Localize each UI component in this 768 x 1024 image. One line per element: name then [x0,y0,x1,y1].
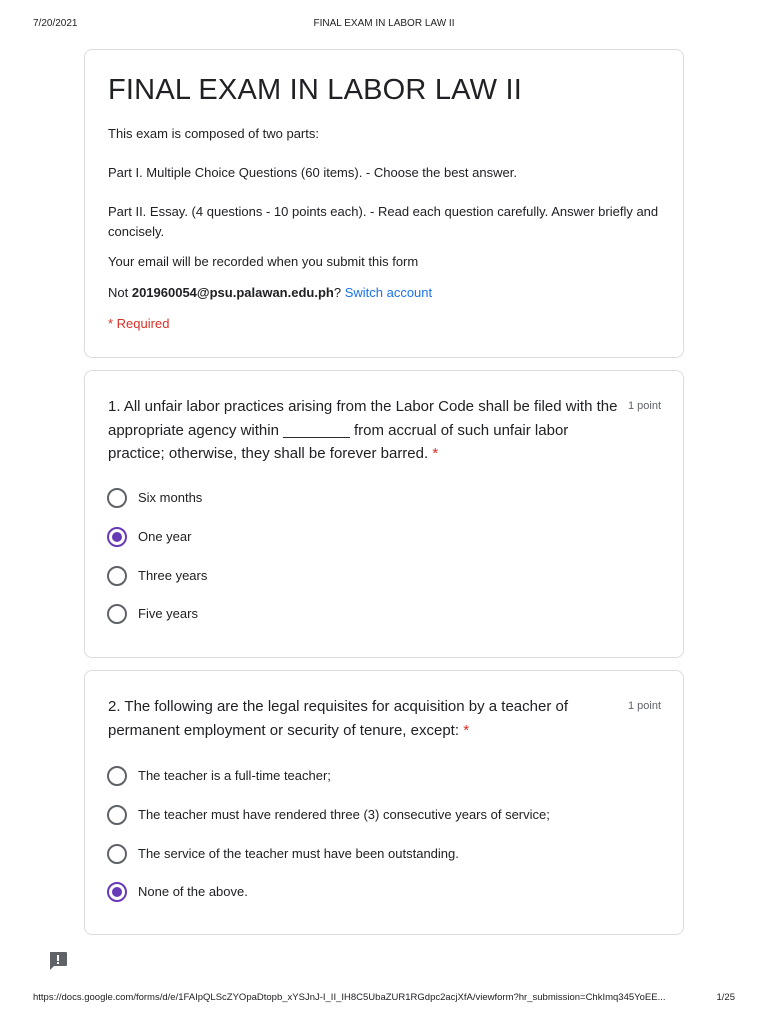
question-card-1 [84,370,684,658]
report-feedback-icon[interactable] [47,950,69,972]
account-email: 201960054@psu.palawan.edu.ph [131,285,334,300]
question-points: 1 point [627,700,661,712]
switch-account-link[interactable]: Switch account [344,285,433,300]
radio-option[interactable] [107,526,647,548]
radio-option[interactable] [107,804,647,826]
form-description-line: This exam is composed of two parts: [108,126,319,141]
required-note: * Required [108,316,170,331]
print-header [0,18,768,32]
radio-button[interactable] [107,488,127,508]
question-title: 1. All unfair labor practices arising from the Labor Code shall be filed with the appropriate agency within ________ from accrual of such unfair labor practice; otherwise, they shall be forever barred. [108,398,618,462]
radio-option[interactable] [107,881,647,903]
radio-button-selected[interactable] [107,882,127,902]
option-label: The teacher must have rendered three (3) consecutive years of service; [138,807,550,822]
print-date: 7/20/2021 [33,18,78,29]
print-doc-title: FINAL EXAM IN LABOR LAW II [313,18,455,29]
question-points: 1 point [627,400,661,412]
email-notice: Your email will be recorded when you submit this form [108,254,419,269]
option-label: Six months [138,490,203,505]
form-description-line: Part I. Multiple Choice Questions (60 items). - Choose the best answer. [108,165,517,180]
option-label: One year [138,529,192,544]
radio-option[interactable] [107,565,647,587]
radio-option[interactable] [107,765,647,787]
radio-button[interactable] [107,805,127,825]
account-line [108,283,668,303]
required-asterisk: * [463,721,470,739]
required-asterisk: * [432,445,439,462]
option-label: Three years [138,568,208,583]
option-label: The teacher is a full-time teacher; [138,768,331,783]
question-title: 2. The following are the legal requisites for acquisition by a teacher of permanent employment or security of tenure, except: [108,698,568,739]
radio-button[interactable] [107,566,127,586]
form-description-line: Part II. Essay. (4 questions - 10 points each). - Read each question carefully. Answer briefly and concisely. [108,204,659,239]
radio-button[interactable] [107,766,127,786]
radio-option[interactable] [107,603,647,625]
radio-option[interactable] [107,487,647,509]
print-footer [0,992,768,1006]
question-text [108,395,618,466]
form-header-card [84,49,684,358]
print-page-number: 1/25 [716,992,735,1003]
question-card-2 [84,670,684,935]
option-label: The service of the teacher must have been outstanding. [138,846,459,861]
radio-button[interactable] [107,604,127,624]
option-label: Five years [138,606,198,621]
form-title: FINAL EXAM IN LABOR LAW II [108,74,522,106]
question-text [108,695,618,742]
option-label: None of the above. [138,884,248,899]
radio-button[interactable] [107,844,127,864]
account-prefix: Not [108,285,132,300]
account-suffix: ? [333,285,342,300]
radio-button-selected[interactable] [107,527,127,547]
radio-option[interactable] [107,843,647,865]
print-url: https://docs.google.com/forms/d/e/1FAIpQLScZYOpaDtopb_xYSJnJ-I_II_IH8C5UbaZUR1RGdpc2acjXfA/viewform?hr_submission=ChkImq345YoEE... [33,992,666,1003]
